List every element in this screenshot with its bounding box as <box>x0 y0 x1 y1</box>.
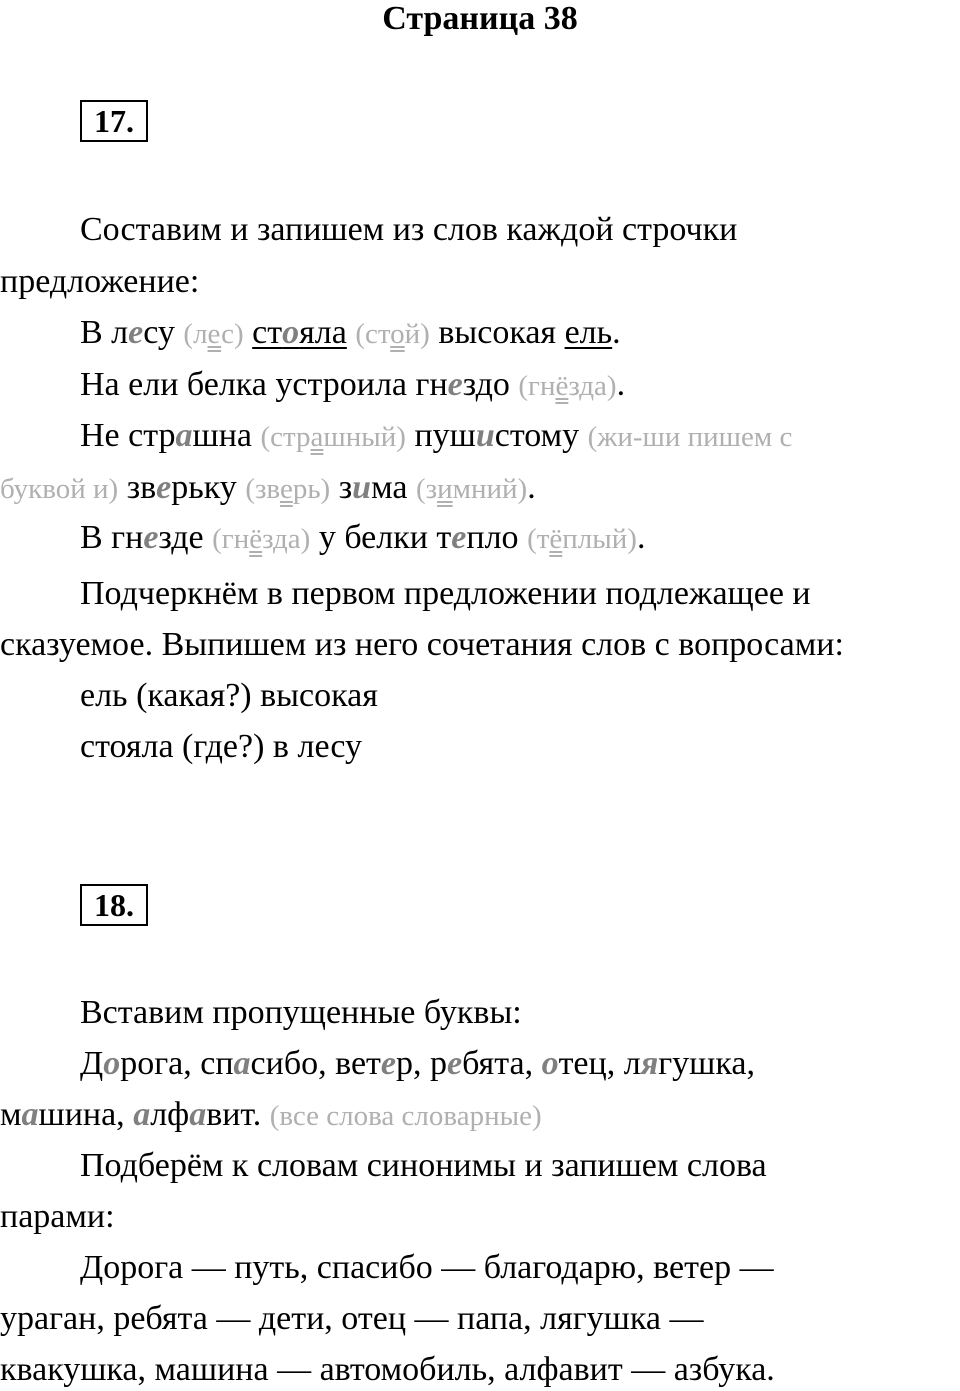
subject-underline: ель <box>564 314 613 351</box>
task18-para2-line2: парами: <box>0 1198 115 1235</box>
task-number-17: 17. <box>80 100 148 142</box>
task18-words-line2: машина, алфавит. (все слова словарные) <box>0 1096 542 1133</box>
task18-synonyms-line2: ураган, ребята — дети, отец — папа, лягушка — <box>0 1300 704 1337</box>
task17-para2-line1: Подчеркнём в первом предложении подлежащее и <box>80 575 811 612</box>
task17-sentence-3-line1: Не страшна (страшный) пушистому (жи-ши пишем с <box>80 417 793 454</box>
task17-pair-1: ель (какая?) высокая <box>80 677 378 714</box>
task18-para2-line1: Подберём к словам синонимы и запишем слова <box>80 1147 767 1184</box>
task17-sentence-1: В лесу (лес) стояла (стой) высокая ель. <box>80 314 621 351</box>
page-title: Страница 38 <box>382 0 578 37</box>
task17-sentence-3-line2: буквой и) зверьку (зверь) зима (зимний). <box>0 469 536 506</box>
task18-synonyms-line1: Дорога — путь, спасибо — благодарю, ветер — <box>80 1249 774 1286</box>
task18-intro: Вставим пропущенные буквы: <box>80 994 522 1031</box>
task17-pair-2: стояла (где?) в лесу <box>80 728 363 765</box>
task17-intro-line2: предложение: <box>0 263 200 300</box>
task17-intro-line1: Составим и запишем из слов каждой строчки <box>80 211 738 248</box>
task17-sentence-4: В гнезде (гнёзда) у белки тепло (тёплый). <box>80 519 646 556</box>
task18-synonyms-line3: квакушка, машина — автомобиль, алфавит — азбука. <box>0 1351 775 1388</box>
task17-para2-line2: сказуемое. Выпишем из него сочетания слов с вопросами: <box>0 626 844 663</box>
task18-words-line1: Дорога, спасибо, ветер, ребята, отец, лягушка, <box>80 1045 755 1082</box>
predicate-underline: стояла <box>252 314 347 351</box>
task-number-18: 18. <box>80 884 148 926</box>
task17-sentence-2: На ели белка устроила гнездо (гнёзда). <box>80 366 626 403</box>
